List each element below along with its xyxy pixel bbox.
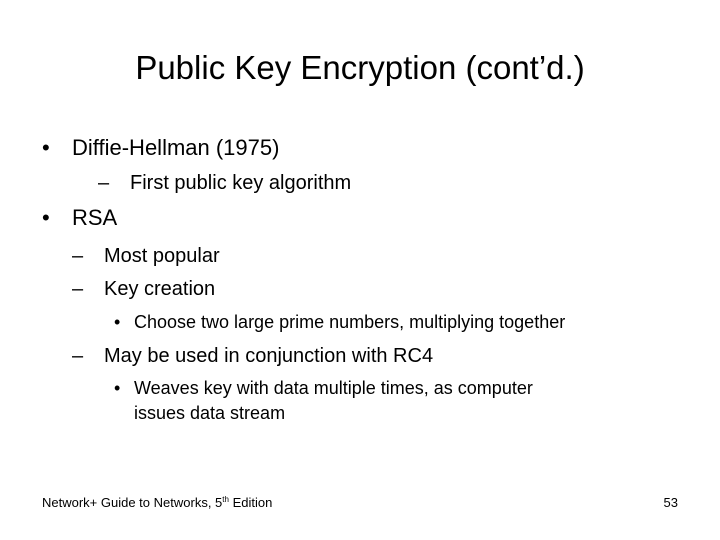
footer-source-prefix: Network+ Guide to Networks, 5: [42, 495, 223, 510]
footer-source: [42, 494, 272, 512]
subsubbullet-weaves-key: Weaves key with data multiple times, as computer: [134, 378, 533, 398]
bullet-rsa: RSA: [72, 205, 118, 230]
bullet-marker: •: [42, 135, 50, 160]
bullet-marker: •: [114, 312, 121, 332]
dash-marker: –: [98, 172, 110, 194]
dash-marker: –: [72, 278, 84, 300]
footer-source-suffix: Edition: [228, 495, 273, 510]
page-number: 53: [663, 495, 678, 510]
subbullet-key-creation: Key creation: [104, 278, 216, 300]
bullet-diffie-hellman: Diffie-Hellman (1975): [72, 135, 280, 160]
dash-marker: –: [72, 245, 84, 267]
subbullet-rc4: May be used in conjunction with RC4: [104, 345, 434, 367]
bullet-marker: •: [42, 205, 50, 230]
subsubbullet-choose-primes: Choose two large prime numbers, multiplying together: [134, 312, 566, 332]
slide-title: Public Key Encryption (cont’d.): [135, 49, 585, 86]
dash-marker: –: [72, 345, 84, 367]
subbullet-most-popular: Most popular: [104, 245, 220, 267]
subsubbullet-weaves-key-continuation: issues data stream: [134, 403, 286, 423]
footer-source-sup: th: [222, 495, 229, 504]
bullet-marker: •: [114, 378, 121, 398]
subbullet-first-public-key: First public key algorithm: [130, 172, 352, 194]
